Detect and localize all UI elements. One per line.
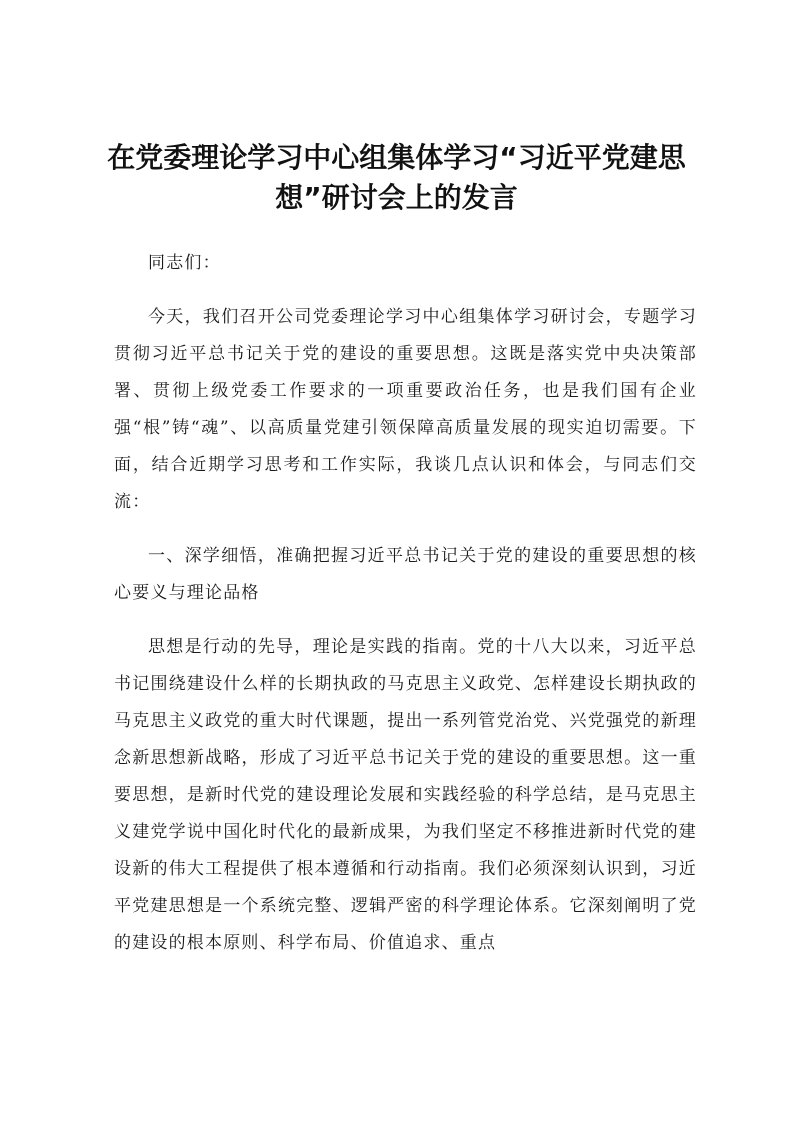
document-body [114, 245, 697, 979]
document-title: 在党委理论学习中心组集体学习“习近平党建思想”研讨会上的发言 [107, 141, 686, 214]
paragraph-section-one: 思想是行动的先导，理论是实践的指南。党的十八大以来，习近平总书记围绕建设什么样的长期执政的马克思主义政党、怎样建设长期执政的马克思主义政党的重大时代课题，提出一系列管党治党、兴党强党的新理念新思想新战略，形成了习近平总书记关于党的建设的重要思想。这一重要思想，是新时代党的建设理论发展和实践经验的科学总结，是马克思主义建党学说中国化时代化的最新成果，为我们坚定不移推进新时代党的建设新的伟大工程提供了根本遵循和行动指南。我们必须深刻认识到，习近平党建思想是一个系统完整、逻辑严密的科学理论体系。它深刻阐明了党的建设的根本原则、科学布局、价值追求、重点 [114, 637, 697, 953]
section-heading-one: 一、深学细悟，准确把握习近平总书记关于党的建设的重要思想的核心要义与理论品格 [114, 546, 697, 603]
paragraph-intro: 今天，我们召开公司党委理论学习中心组集体学习研讨会，专题学习贯彻习近平总书记关于党的建设的重要思想。这既是落实党中央决策部署、贯彻上级党委工作要求的一项重要政治任务，也是我们国有企业强“根”铸“魂”、以高质量党建引领保障高质量发展的现实迫切需要。下面，结合近期学习思考和工作实际，我谈几点认识和体会，与同志们交流： [114, 307, 697, 512]
salutation: 同志们： [148, 253, 221, 273]
